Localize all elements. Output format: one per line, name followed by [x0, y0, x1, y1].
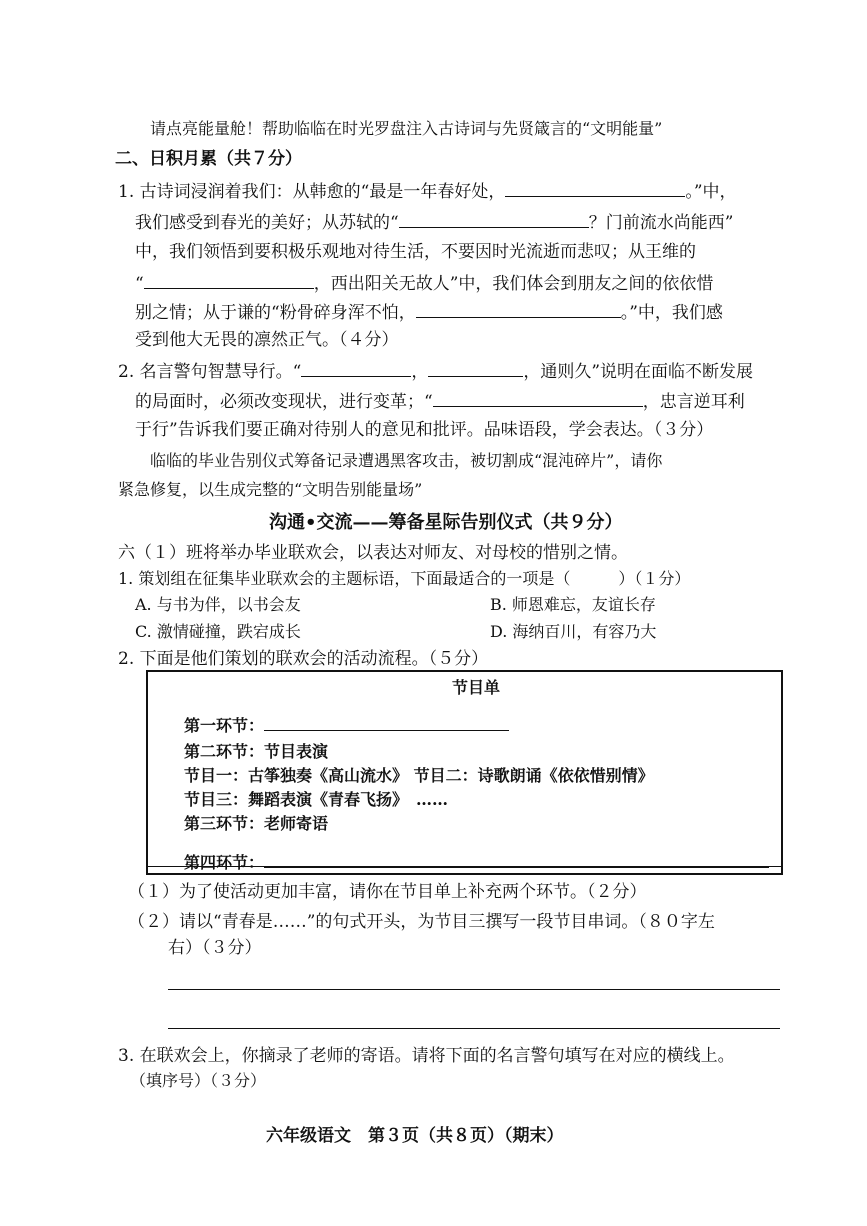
answer-blank[interactable] [433, 388, 643, 407]
q1-line5: 别之情；从于谦的“粉骨碎身浑不怕， 。”中，我们感 [135, 299, 723, 325]
program-seg1: 第一环节： [184, 712, 509, 738]
answer-blank[interactable] [144, 270, 314, 289]
program-seg2: 第二环节：节目表演 [184, 742, 329, 761]
option-d[interactable]: D. 海纳百川，有容乃大 [490, 622, 657, 641]
sub-question-2: （２）请以“青春是……”的句式开头，为节目三撰写一段节目串词。（８０字左 [128, 912, 715, 932]
answer-blank[interactable] [428, 358, 523, 377]
q1-stem: 1. 策划组在征集毕业联欢会的主题标语，下面最适合的一项是（ ）（１分） [118, 569, 691, 588]
intro-line: 请点亮能量舱！帮助临临在时光罗盘注入古诗词与先贤箴言的“文明能量” [150, 119, 663, 138]
q3-line2: （填序号）（３分） [130, 1071, 267, 1090]
program-seg3: 第三环节：老师寄语 [184, 814, 329, 833]
q2-line3: 于行”告诉我们要正确对待别人的意见和批评。品味语段，学会表达。（３分） [135, 420, 714, 440]
q1-line1: 1. 古诗词浸润着我们：从韩愈的“最是一年春好处， 。”中， [118, 178, 737, 204]
answer-blank[interactable] [416, 299, 621, 318]
page-footer: 六年级语文 第３页（共８页）（期末） [266, 1126, 564, 1146]
q1-line3: 中，我们领悟到要积极乐观地对待生活，不要因时光流逝而悲叹；从王维的 [135, 242, 696, 262]
section6-title: 沟通•交流——筹备星际告别仪式（共９分） [269, 512, 623, 533]
q1-line4: “ ，西出阳关无故人”中，我们体会到朋友之间的依依惜 [135, 270, 713, 296]
q2-line1: 2. 名言警句智慧导行。“ ， ，通则久”说明在面临不断发展 [118, 358, 753, 384]
story-line1: 临临的毕业告别仪式筹备记录遭遇黑客攻击，被切割成“混沌碎片”，请你 [150, 451, 663, 470]
program-title: 节目单 [452, 678, 501, 697]
sub-question-2-cont: 右）（３分） [168, 938, 262, 958]
answer-line[interactable] [168, 1028, 780, 1029]
program-seg4: 第四环节： [184, 849, 769, 875]
answer-line[interactable] [168, 989, 780, 990]
q1-line6: 受到他大无畏的凛然正气。（４分） [135, 330, 399, 350]
section2-heading: 二、日积月累（共７分） [115, 149, 302, 169]
q2-line2: 的局面时，必须改变现状，进行变革；“ ，忠言逆耳利 [135, 388, 745, 414]
program-acts1: 节目一：古筝独奏《高山流水》 节目二：诗歌朗诵《依依惜别情》 [184, 766, 654, 785]
program-acts2: 节目三：舞蹈表演《青春飞扬》 …… [184, 790, 449, 809]
q3-line1: 3. 在联欢会上，你摘录了老师的寄语。请将下面的名言警句填写在对应的横线上。 [118, 1046, 735, 1066]
segment-blank[interactable] [264, 849, 769, 868]
answer-blank[interactable] [399, 209, 589, 228]
story-line2: 紧急修复，以生成完整的“文明告别能量场” [118, 480, 423, 499]
q1-line2: 我们感受到春光的美好；从苏轼的“ ？门前流水尚能西” [135, 209, 733, 235]
option-b[interactable]: B. 师恩难忘，友谊长存 [490, 595, 656, 614]
option-a[interactable]: A. 与书为伴，以书会友 [135, 595, 301, 614]
answer-blank[interactable] [301, 358, 411, 377]
section6-intro: 六（１）班将举办毕业联欢会，以表达对师友、对母校的惜别之情。 [118, 543, 628, 563]
q2-stem: 2. 下面是他们策划的联欢会的活动流程。（５分） [118, 649, 489, 669]
option-c[interactable]: C. 激情碰撞，跌宕成长 [135, 622, 301, 641]
segment-blank[interactable] [264, 712, 509, 731]
sub-question-1: （１）为了使活动更加丰富，请你在节目单上补充两个环节。（２分） [128, 882, 647, 902]
answer-blank[interactable] [505, 178, 685, 197]
